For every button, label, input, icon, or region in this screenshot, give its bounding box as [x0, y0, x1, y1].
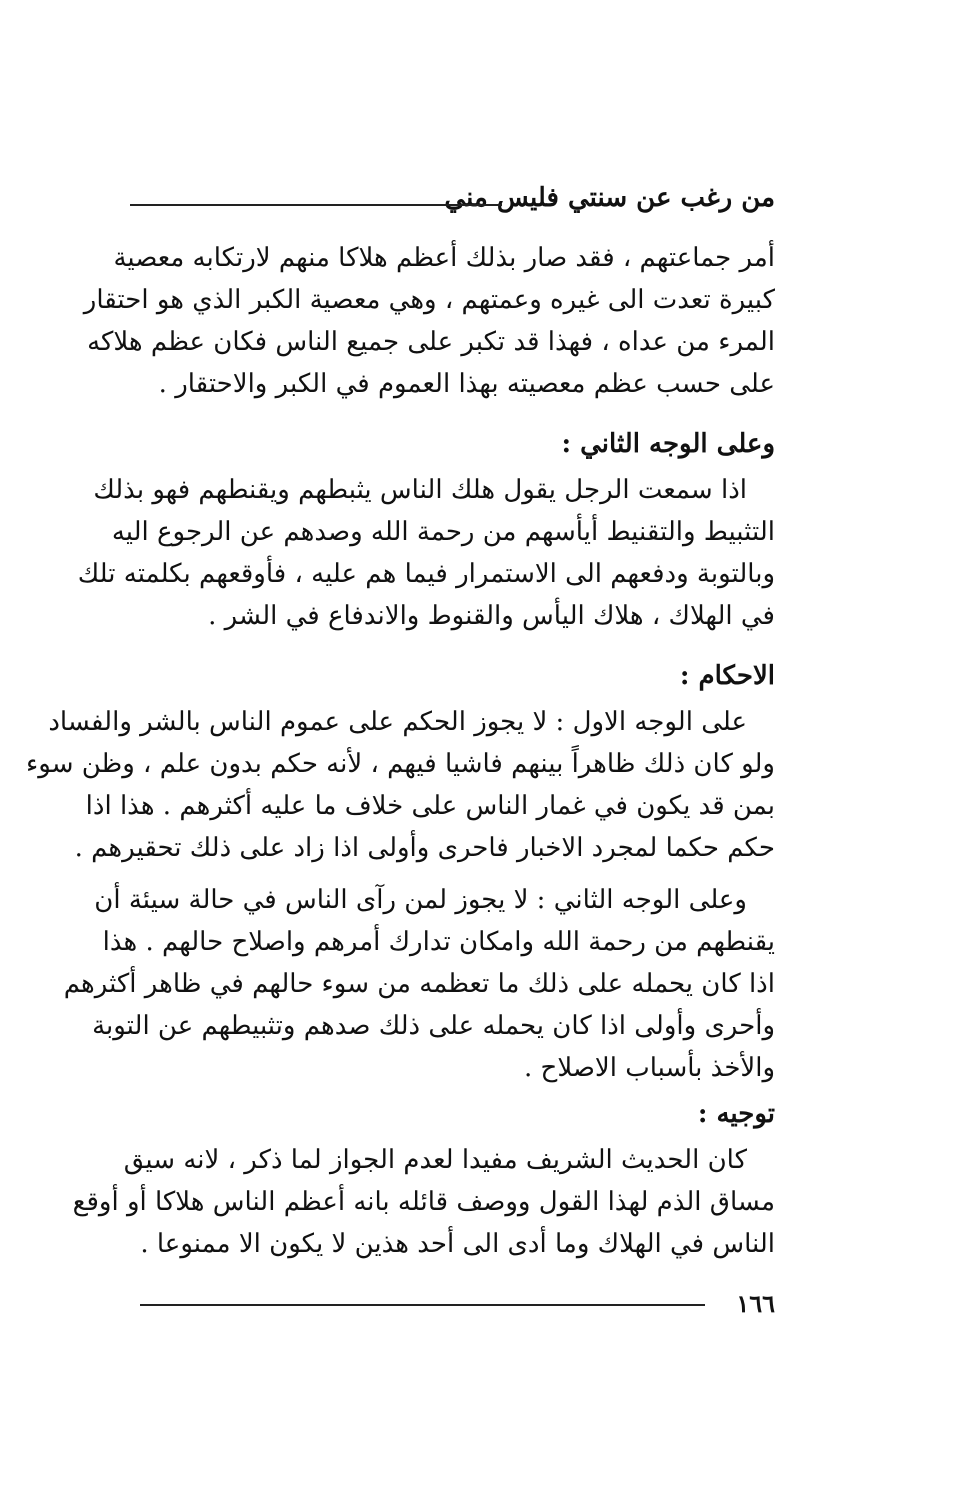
text-line: يقنطهم من رحمة الله وامكان تدارك أمرهم واصلاح حالهم . هذا	[102, 927, 775, 957]
footer-rule	[140, 1304, 705, 1306]
page-number: ١٦٦	[736, 1289, 775, 1318]
text-line: والأخذ بأسباب الاصلاح .	[524, 1053, 775, 1083]
text-line: في الهلاك ، هلاك اليأس والقنوط والاندفاع في الشر .	[208, 601, 775, 631]
text-line: اذا سمعت الرجل يقول هلك الناس يثبطهم ويقنطهم فهو بذلك	[93, 475, 747, 505]
text-line: وبالتوبة ودفعهم الى الاستمرار فيما هم عليه ، فأوقعهم بكلمته تلك	[77, 559, 775, 589]
text-line: كان الحديث الشريف مفيدا لعدم الجواز لما ذكر ، لانه سيق	[123, 1145, 747, 1175]
section-heading: توجيه :	[697, 1099, 775, 1129]
text-line: وعلى الوجه الثاني : لا يجوز لمن رآى الناس في حالة سيئة أن	[94, 885, 747, 915]
running-title: من رغب عن سنتي فليس مني	[444, 183, 775, 213]
section-heading: الاحكام :	[679, 661, 775, 691]
text-line: التثبيط والتقنيط أيأسهم من رحمة الله وصدهم عن الرجوع اليه	[111, 517, 775, 547]
running-header	[130, 180, 775, 220]
text-line: كبيرة تعدت الى غيره وعمتهم ، وهي معصية الكبر الذي هو احتقار	[83, 285, 775, 315]
text-line: حكم حكما لمجرد الاخبار فاحرى وأولى اذا زاد على ذلك تحقيرهم .	[74, 833, 775, 863]
text-line: أمر جماعتهم ، فقد صار بذلك أعظم هلاكا منهم لارتكابه معصية	[113, 243, 775, 273]
text-line: مساق الذم لهذا القول ووصف قائله بانه أعظم الناس هلاكا أو أوقع	[72, 1187, 775, 1217]
text-line: ولو كان ذلك ظاهراً بينهم فاشيا فيهم ، لأنه حكم بدون علم ، وظن سوء	[26, 749, 775, 779]
header-rule	[130, 204, 502, 206]
text-line: بمن قد يكون في غمار الناس على خلاف ما عليه أكثرهم . هذا اذا	[85, 791, 775, 821]
text-line: على حسب عظم معصيته بهذا العموم في الكبر والاحتقار .	[158, 369, 775, 399]
text-line: على الوجه الاول : لا يجوز الحكم على عموم الناس بالشر والفساد	[48, 707, 747, 737]
text-line: الناس في الهلاك وما أدى الى أحد هذين لا يكون الا ممنوعا .	[140, 1229, 775, 1259]
text-line: وأحرى وأولى اذا كان يحمله على ذلك صدهم وتثبيطهم عن التوبة	[92, 1011, 775, 1041]
section-heading: وعلى الوجه الثاني :	[561, 429, 775, 459]
page-footer	[130, 1288, 775, 1324]
text-line: اذا كان يحمله على ذلك ما تعظمه من سوء حالهم في ظاهر أكثرهم	[63, 969, 775, 999]
text-line: المرء من عداه ، فهذا قد تكبر على جميع الناس فكان عظم هلاكه	[87, 327, 775, 357]
